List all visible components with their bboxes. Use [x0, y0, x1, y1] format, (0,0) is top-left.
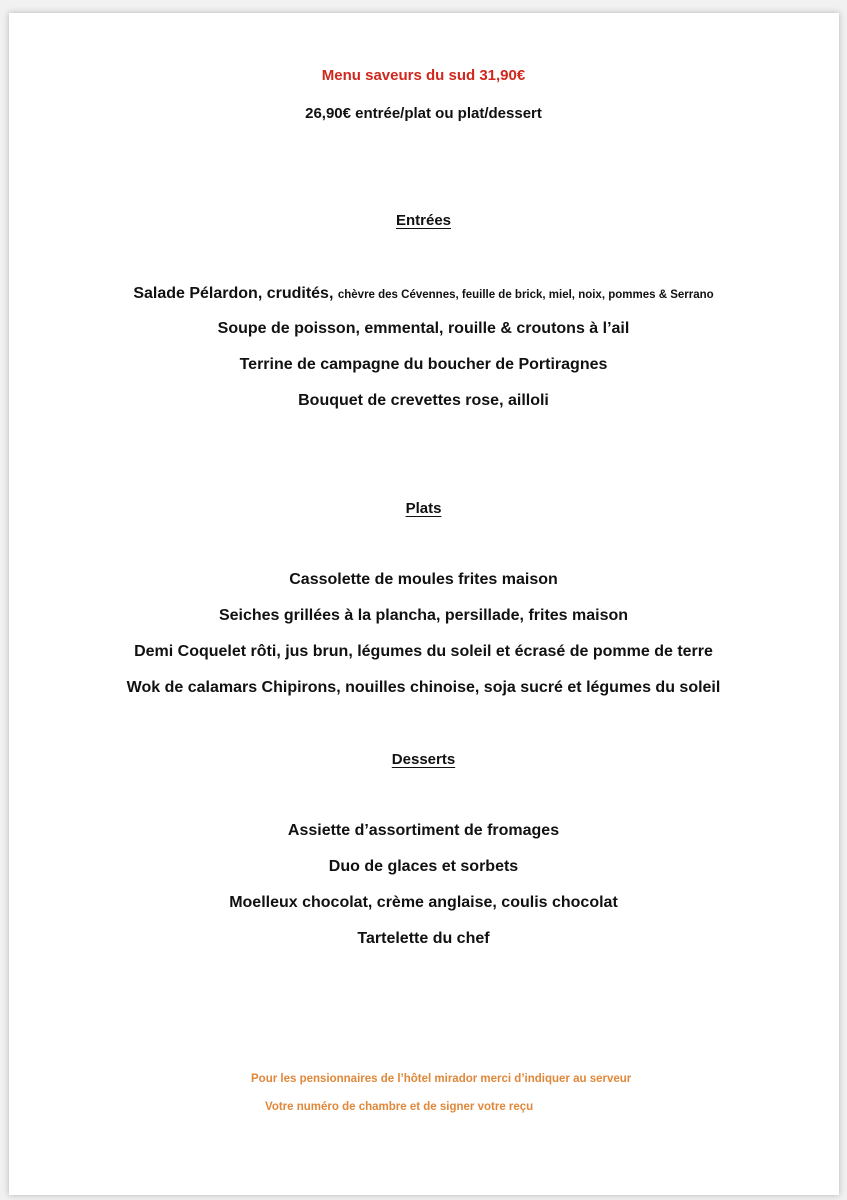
entree-item-2: Soupe de poisson, emmental, rouille & croutons à l’ail [217, 320, 630, 337]
entree-item-1 [0, 286, 847, 302]
footer-note-line-2: Votre numéro de chambre et de signer votre reçu [265, 1101, 534, 1113]
plat-item-3: Demi Coquelet rôti, jus brun, légumes du soleil et écrasé de pomme de terre [134, 643, 713, 660]
section-heading-entrees: Entrées [395, 212, 452, 229]
dessert-item-2: Duo de glaces et sorbets [328, 858, 519, 875]
entree-item-3: Terrine de campagne du boucher de Portiragnes [239, 356, 608, 373]
entree-item-1-detail: chèvre des Cévennes, feuille de brick, miel, noix, pommes & Serrano [337, 289, 714, 301]
menu-page [9, 13, 839, 1195]
dessert-item-3: Moelleux chocolat, crème anglaise, coulis chocolat [229, 894, 618, 911]
menu-title: Menu saveurs du sud 31,90€ [321, 67, 526, 84]
dessert-item-1: Assiette d’assortiment de fromages [287, 822, 560, 839]
footer-note-line-1: Pour les pensionnaires de l’hôtel mirador merci d’indiquer au serveur [251, 1073, 632, 1085]
menu-subtitle: 26,90€ entrée/plat ou plat/dessert [305, 105, 542, 122]
plat-item-1: Cassolette de moules frites maison [289, 571, 558, 588]
plat-item-2: Seiches grillées à la plancha, persillade, frites maison [218, 607, 629, 624]
plat-item-4: Wok de calamars Chipirons, nouilles chinoise, soja sucré et légumes du soleil [126, 679, 721, 696]
entree-item-4: Bouquet de crevettes rose, ailloli [298, 392, 549, 409]
entree-item-1-main: Salade Pélardon, crudités, [133, 285, 334, 302]
section-heading-desserts: Desserts [391, 751, 456, 768]
dessert-item-4: Tartelette du chef [357, 930, 490, 947]
section-heading-plats: Plats [405, 500, 442, 517]
